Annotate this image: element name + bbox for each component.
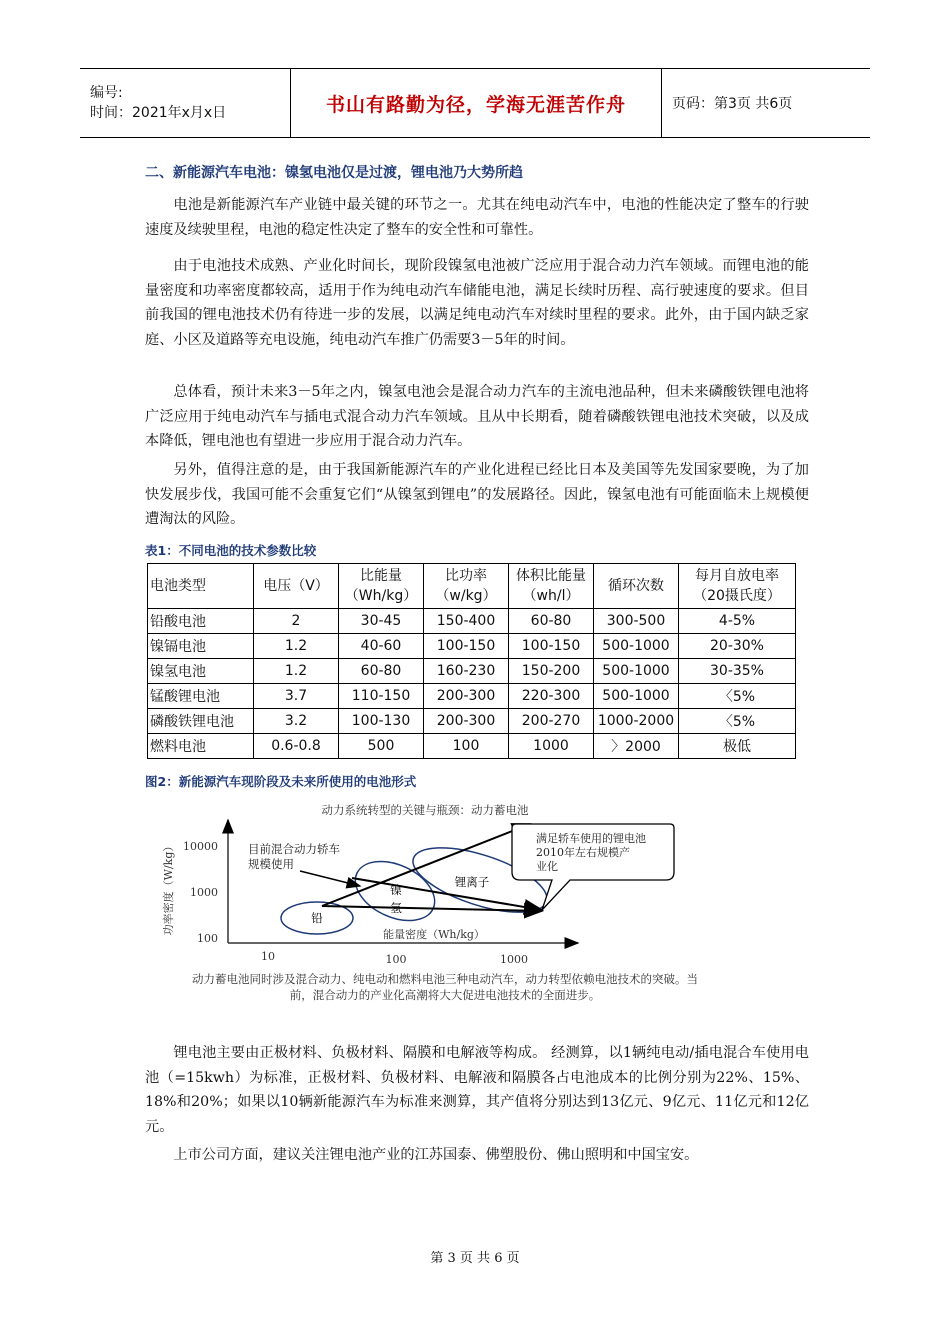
section-title: 二、新能源汽车电池：镍氢电池仅是过渡，锂电池乃大势所趋	[145, 165, 523, 181]
table-cell: 镍氢电池	[148, 659, 254, 684]
y-tick-label: 10000	[183, 840, 218, 853]
table-cell: 200-300	[424, 709, 509, 734]
table-cell: 100-130	[339, 709, 424, 734]
table-cell: 60-80	[509, 609, 594, 634]
table-cell: 磷酸铁锂电池	[148, 709, 254, 734]
table-cell: 200-300	[424, 684, 509, 709]
annotation-hybrid-line2: 规模使用	[248, 857, 294, 871]
battery-spec-table	[147, 563, 796, 759]
paragraph-6: 上市公司方面，建议关注锂电池产业的江苏国泰、佛塑股份、佛山照明和中国宝安。	[173, 1147, 699, 1163]
table-cell: 0.6-0.8	[254, 734, 339, 759]
table-header-row	[148, 564, 796, 609]
table-cell: 2	[254, 609, 339, 634]
table-cell: 30-35%	[679, 659, 796, 684]
paragraph-4: 另外，值得注意的是，由于我国新能源汽车的产业化进程已经比日本及美国等先发国家要晚，为了加快发展步伐，我国可能不会重复它们“从镍氢到锂电”的发展路径。因此，镍氢电池有可能面临未上规模便遭淘汰的风险。	[145, 462, 809, 527]
paragraph-5: 锂电池主要由正极材料、负极材料、隔膜和电解液等构成。 经测算，以1辆纯电动/插电混合车使用电池（=15kwh）为标准，正极材料、负极材料、电解液和隔膜各占电池成本的比例分别为22%、15%、18%和20%；如果以10辆新能源汽车为标准来测算，其产值将分别达到13亿元、9亿元、11亿元和12亿元。	[145, 1045, 809, 1135]
header-volumetric-energy: 体积比能量 （wh/l）	[509, 564, 594, 609]
header-page-cell	[662, 69, 870, 137]
header-page-number: 页码：第3页 共6页	[672, 96, 793, 112]
paragraph-1: 电池是新能源汽车产业链中最关键的环节之一。尤其在纯电动汽车中，电池的性能决定了整车的行驶速度及续驶里程，电池的稳定性决定了整车的安全性和可靠性。	[145, 197, 809, 238]
arrow-hybrid-to-liion	[352, 878, 542, 910]
header-motto: 书山有路勤为径，学海无涯苦作舟	[325, 93, 626, 116]
document-number-label: 编号:	[90, 85, 123, 101]
lead-label: 铅	[311, 911, 323, 925]
table-cell: 极低	[679, 734, 796, 759]
table-row	[148, 709, 796, 734]
table-cell: 1000-2000	[594, 709, 679, 734]
page-footer: 第 3 页 共 6 页	[430, 1251, 520, 1266]
header-battery-type: 电池类型	[148, 564, 254, 609]
table-cell: 3.2	[254, 709, 339, 734]
table-cell: 100-150	[509, 634, 594, 659]
header-voltage: 电压（V）	[254, 564, 339, 609]
table-row	[148, 684, 796, 709]
header-cycle-count: 循环次数	[594, 564, 679, 609]
diagram-title: 动力系统转型的关键与瓶颈：动力蓄电池	[321, 803, 529, 817]
table-row	[148, 734, 796, 759]
y-tick-label: 100	[197, 932, 218, 945]
table-cell: 220-300	[509, 684, 594, 709]
table-caption: 表1：不同电池的技术参数比较	[145, 543, 317, 558]
arrow-up-trend	[322, 824, 530, 906]
table-cell: 30-45	[339, 609, 424, 634]
paragraph-3: 总体看，预计未来3－5年之内，镍氢电池会是混合动力汽车的主流电池品种，但未来磷酸铁锂电池将广泛应用于纯电动汽车与插电式混合动力汽车领域。且从中长期看，随着磷酸铁锂电池技术突破，以及成本降低，锂电池也有望进一步应用于混合动力汽车。	[145, 384, 809, 449]
table-row	[148, 609, 796, 634]
table-cell: 1.2	[254, 659, 339, 684]
table-cell: 110-150	[339, 684, 424, 709]
x-axis-label: 能量密度（Wh/kg）	[383, 928, 485, 941]
table-row	[148, 659, 796, 684]
header-specific-energy: 比能量 （Wh/kg）	[339, 564, 424, 609]
table-cell: 500-1000	[594, 659, 679, 684]
table-cell: 〈5%	[679, 684, 796, 709]
table-row	[148, 634, 796, 659]
table-cell: 1000	[509, 734, 594, 759]
x-tick-label: 1000	[500, 953, 528, 966]
table-cell: 60-80	[339, 659, 424, 684]
table-cell: 4-5%	[679, 609, 796, 634]
callout-line3: 业化	[536, 860, 558, 873]
y-tick-label: 1000	[190, 886, 218, 899]
annotation-hybrid-line1: 目前混合动力轿车	[248, 842, 340, 856]
x-tick-label: 100	[385, 953, 407, 966]
document-time-label: 时间：2021年x月x日	[90, 105, 227, 121]
table-cell: 500-1000	[594, 634, 679, 659]
y-axis-label: 功率密度（W/kg）	[162, 840, 175, 936]
x-tick-label: 10	[261, 950, 275, 963]
header-meta	[80, 69, 291, 137]
table-cell: 〈5%	[679, 709, 796, 734]
liion-label: 锂离子	[454, 875, 490, 889]
table-cell: 300-500	[594, 609, 679, 634]
table-cell: 铅酸电池	[148, 609, 254, 634]
table-cell: 150-400	[424, 609, 509, 634]
table-cell: 燃料电池	[148, 734, 254, 759]
callout-line2: 2010年左右规模产	[536, 846, 630, 859]
table-cell: 100	[424, 734, 509, 759]
table-cell: 150-200	[509, 659, 594, 684]
arrow-annotation-pointer	[300, 871, 360, 886]
table-cell: 〉2000	[594, 734, 679, 759]
table-cell: 500	[339, 734, 424, 759]
table-cell: 200-270	[509, 709, 594, 734]
table-cell: 20-30%	[679, 634, 796, 659]
table-cell: 40-60	[339, 634, 424, 659]
callout-line1: 满足轿车使用的锂电池	[536, 832, 646, 845]
header-specific-power: 比功率 （w/kg）	[424, 564, 509, 609]
table-cell: 3.7	[254, 684, 339, 709]
figure-caption: 图2：新能源汽车现阶段及未来所使用的电池形式	[145, 774, 417, 789]
table-cell: 1.2	[254, 634, 339, 659]
table-cell: 100-150	[424, 634, 509, 659]
table-cell: 镍镉电池	[148, 634, 254, 659]
page-header	[80, 68, 870, 138]
table-cell: 锰酸锂电池	[148, 684, 254, 709]
header-motto-cell	[291, 69, 662, 137]
figure-note: 动力蓄电池同时涉及混合动力、纯电动和燃料电池三种电动汽车，动力转型依赖电池技术的突破。当前，混合动力的产业化高潮将大大促进电池技术的全面进步。	[192, 972, 698, 1002]
table-cell: 500-1000	[594, 684, 679, 709]
table-cell: 160-230	[424, 659, 509, 684]
nimh-label-line1: 镍	[390, 883, 402, 897]
paragraph-2: 由于电池技术成熟、产业化时间长，现阶段镍氢电池被广泛应用于混合动力汽车领域。而锂电池的能量密度和功率密度都较高，适用于作为纯电动汽车储能电池，满足长续时历程、高行驶速度的要求。但目前我国的锂电池技术仍有待进一步的发展，以满足纯电动汽车对续时里程的要求。此外，由于国内缺乏家庭、小区及道路等充电设施，纯电动汽车推广仍需要3－5年的时间。	[145, 258, 809, 348]
header-self-discharge: 每月自放电率 （20摄氏度）	[679, 564, 796, 609]
